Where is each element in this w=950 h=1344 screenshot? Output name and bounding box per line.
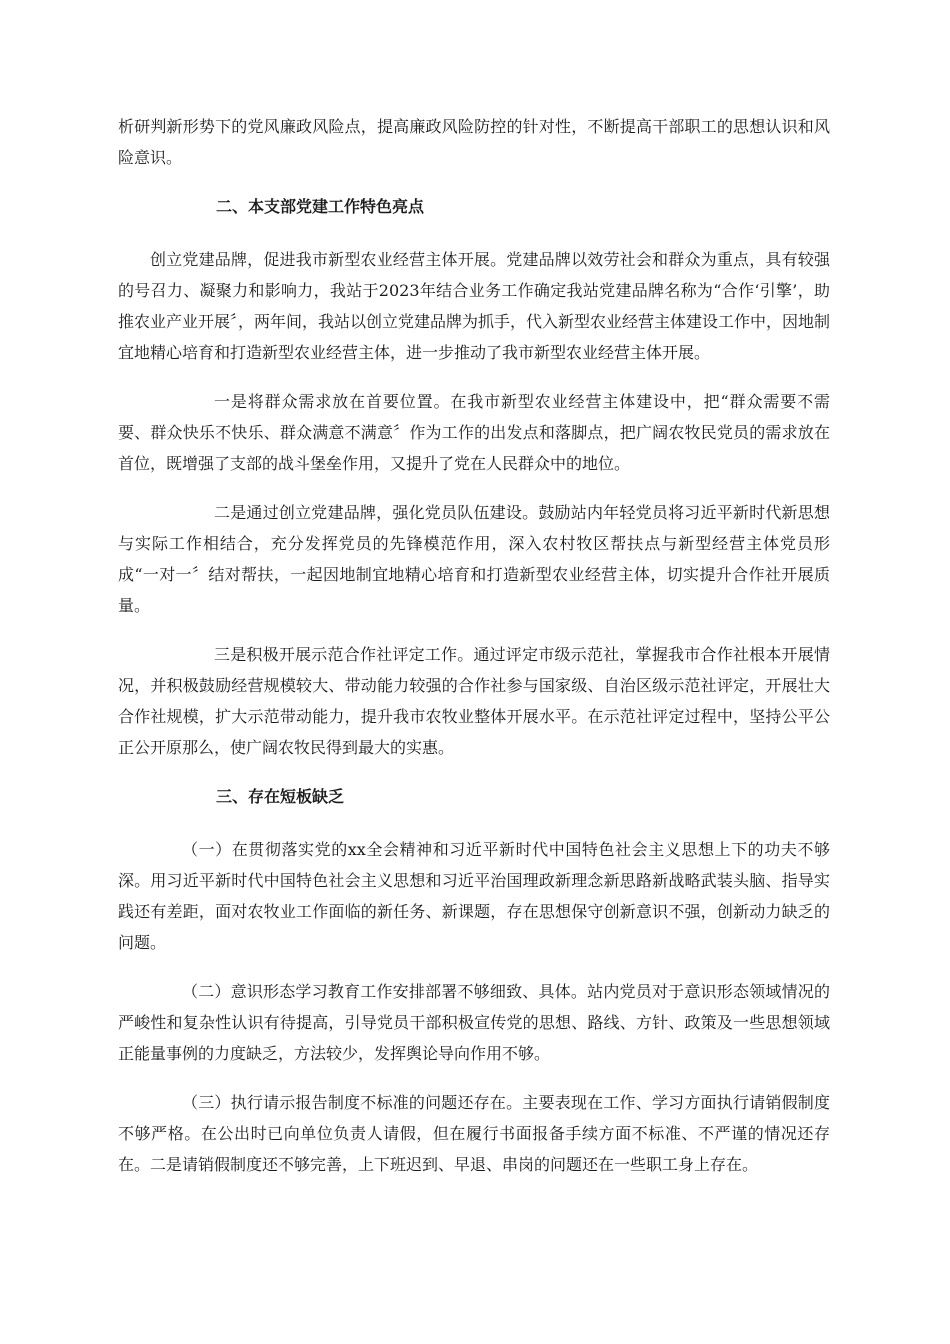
intro-paragraph: 析研判新形势下的党风廉政风险点，提高廉政风险防控的针对性，不断提高干部职工的思想认识和风险意识。 [118, 117, 830, 167]
paragraph-shortcoming-three: （三）执行请示报告制度不标准的问题还存在。主要表现在工作、学习方面执行请销假制度不够严格。在公出时已向单位负责人请假，但在履行书面报备手续方面不标准、不严谨的情况还存在。二是请销假制度还不够完善，上下班迟到、早退、串岗的问题还在一些职工身上存在。 [118, 1093, 830, 1174]
document-page [118, 111, 830, 1198]
section-heading-shortcomings: 三、存在短板缺乏 [216, 787, 345, 806]
paragraph-point-two: 二是通过创立党建品牌，强化党员队伍建设。鼓励站内年轻党员将习近平新时代新思想与实际工作相结合，充分发挥党员的先锋模范作用，深入农村牧区帮扶点与新型经营主体党员形成“一对一〞结对帮扶，一起因地制宜地精心培育和打造新型农业经营主体，切实提升合作社开展质量。 [118, 503, 830, 615]
paragraph-shortcoming-one: （一）在贯彻落实党的xx全会精神和习近平新时代中国特色社会主义思想上下的功夫不够深。用习近平新时代中国特色社会主义思想和习近平治国理政新理念新思路新战略武装头脑、指导实践还有差距，面对农牧业工作面临的新任务、新课题，存在思想保守创新意识不强，创新动力缺乏的问题。 [118, 840, 830, 952]
paragraph-shortcoming-two: （二）意识形态学习教育工作安排部署不够细致、具体。站内党员对于意识形态领域情况的严峻性和复杂性认识有待提高，引导党员干部积极宣传党的思想、路线、方针、政策及一些思想领域正能量事例的力度缺乏，方法较少，发挥舆论导向作用不够。 [118, 982, 830, 1063]
paragraph-party-brand: 创立党建品牌，促进我市新型农业经营主体开展。党建品牌以效劳社会和群众为重点，具有较强的号召力、凝聚力和影响力，我站于2023年结合业务工作确定我站党建品牌名称为“合作‘引擎’，助推农业产业开展〞，两年间，我站以创立党建品牌为抓手，代入新型农业经营主体建设工作中，因地制宜地精心培育和打造新型农业经营主体，进一步推动了我市新型农业经营主体开展。 [118, 250, 831, 362]
paragraph-point-three: 三是积极开展示范合作社评定工作。通过评定市级示范社，掌握我市合作社根本开展情况，并积极鼓励经营规模较大、带动能力较强的合作社参与国家级、自治区级示范社评定，开展壮大合作社规模，扩大示范带动能力，提升我市农牧业整体开展水平。在示范社评定过程中，坚持公平公正公开原那么，使广阔农牧民得到最大的实惠。 [118, 645, 830, 757]
paragraph-point-one: 一是将群众需求放在首要位置。在我市新型农业经营主体建设中，把“群众需要不需要、群众快乐不快乐、群众满意不满意〞作为工作的出发点和落脚点，把广阔农牧民党员的需求放在首位，既增强了支部的战斗堡垒作用，又提升了党在人民群众中的地位。 [118, 392, 830, 473]
section-heading-features: 二、本支部党建工作特色亮点 [216, 197, 425, 216]
